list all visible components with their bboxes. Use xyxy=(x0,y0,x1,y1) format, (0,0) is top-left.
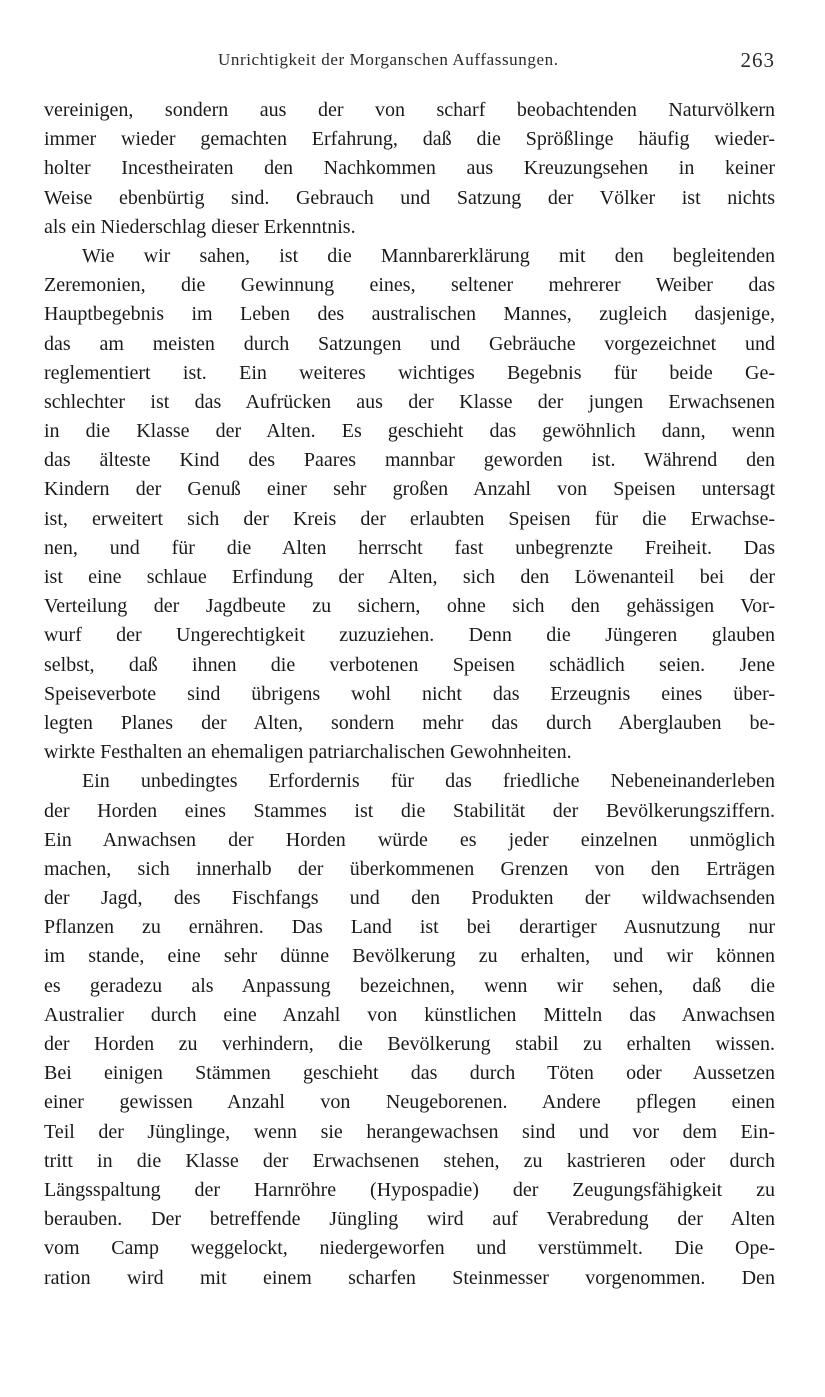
text-line: holter Incestheiraten den Nachkommen aus Kreuzungsehen in keiner xyxy=(44,157,775,180)
text-line: einer gewissen Anzahl von Neugeborenen. Andere pflegen einen xyxy=(44,1091,775,1114)
book-page xyxy=(44,48,775,1293)
running-title: Unrichtigkeit der Morganschen Auffassungen. xyxy=(218,50,559,69)
text-line: Bei einigen Stämmen geschieht das durch Töten oder Aussetzen xyxy=(44,1062,775,1085)
body-text xyxy=(44,96,775,1293)
text-line: ist, erweitert sich der Kreis der erlaubten Speisen für die Erwachse- xyxy=(44,507,775,530)
text-line: wurf der Ungerechtigkeit zuzuziehen. Denn die Jüngeren glauben xyxy=(44,624,775,647)
text-line: Teil der Jünglinge, wenn sie herangewachsen sind und vor dem Ein- xyxy=(44,1120,775,1143)
text-line: Pflanzen zu ernähren. Das Land ist bei derartiger Ausnutzung nur xyxy=(44,916,775,939)
text-line: das älteste Kind des Paares mannbar geworden ist. Während den xyxy=(44,449,775,472)
text-line: das am meisten durch Satzungen und Gebräuche vorgezeichnet und xyxy=(44,332,775,355)
text-line: als ein Niederschlag dieser Erkenntnis. xyxy=(44,215,356,238)
text-line: selbst, daß ihnen die verbotenen Speisen schädlich seien. Jene xyxy=(44,653,775,676)
text-line: ist eine schlaue Erfindung der Alten, sich den Löwenanteil bei der xyxy=(44,566,775,588)
text-line: Kindern der Genuß einer sehr großen Anzahl von Speisen untersagt xyxy=(44,478,775,501)
text-line: es geradezu als Anpassung bezeichnen, wenn wir sehen, daß die xyxy=(44,974,775,997)
text-line: Zeremonien, die Gewinnung eines, seltener mehrerer Weiber das xyxy=(44,274,775,297)
text-line: der Horden zu verhindern, die Bevölkerung stabil zu erhalten wissen. xyxy=(44,1033,775,1055)
text-line: berauben. Der betreffende Jüngling wird auf Verabredung der Alten xyxy=(44,1208,775,1231)
paragraph xyxy=(44,96,775,242)
text-line: Weise ebenbürtig sind. Gebrauch und Satzung der Völker ist nichts xyxy=(44,186,775,209)
text-line: reglementiert ist. Ein weiteres wichtiges Begebnis für beide Ge- xyxy=(44,361,775,384)
text-line: nen, und für die Alten herrscht fast unbegrenzte Freiheit. Das xyxy=(44,536,775,559)
text-line: Wie wir sahen, ist die Mannbarerklärung mit den begleitenden xyxy=(82,244,775,267)
paragraph xyxy=(44,242,775,767)
text-line: Australier durch eine Anzahl von künstlichen Mitteln das Anwachsen xyxy=(44,1003,775,1026)
text-line: wirkte Festhalten an ehemaligen patriarchalischen Gewohnheiten. xyxy=(44,741,572,764)
text-line: tritt in die Klasse der Erwachsenen stehen, zu kastrieren oder durch xyxy=(44,1149,775,1172)
text-line: schlechter ist das Aufrücken aus der Klasse der jungen Erwachsenen xyxy=(44,390,775,413)
text-line: Längsspaltung der Harnröhre (Hypospadie) der Zeugungsfähigkeit zu xyxy=(44,1178,775,1201)
text-line: vom Camp weggelockt, niedergeworfen und verstümmelt. Die Ope- xyxy=(44,1237,775,1260)
text-line: ration wird mit einem scharfen Steinmesser vorgenommen. Den xyxy=(44,1266,775,1289)
text-line: immer wieder gemachten Erfahrung, daß die Sprößlinge häufig wieder- xyxy=(44,128,775,151)
text-line: der Jagd, des Fischfangs und den Produkten der wildwachsenden xyxy=(44,887,775,910)
text-line: im stande, eine sehr dünne Bevölkerung zu erhalten, und wir können xyxy=(44,945,775,968)
running-header xyxy=(44,48,775,76)
text-line: vereinigen, sondern aus der von scharf beobachtenden Naturvölkern xyxy=(44,99,775,121)
text-line: in die Klasse der Alten. Es geschieht das gewöhnlich dann, wenn xyxy=(44,420,775,443)
text-line: der Horden eines Stammes ist die Stabilität der Bevölkerungsziffern. xyxy=(44,799,775,822)
text-line: Speiseverbote sind übrigens wohl nicht das Erzeugnis eines über- xyxy=(44,682,775,705)
text-line: Hauptbegebnis im Leben des australischen Mannes, zugleich dasjenige, xyxy=(44,303,775,326)
text-line: Ein unbedingtes Erfordernis für das friedliche Nebeneinanderleben xyxy=(82,770,775,793)
text-line: Ein Anwachsen der Horden würde es jeder einzelnen unmöglich xyxy=(44,828,775,851)
page-number: 263 xyxy=(740,48,775,72)
text-line: Verteilung der Jagdbeute zu sichern, ohne sich den gehässigen Vor- xyxy=(44,595,775,618)
text-line: machen, sich innerhalb der überkommenen Grenzen von den Erträgen xyxy=(44,857,775,880)
paragraph xyxy=(44,767,775,1292)
text-line: legten Planes der Alten, sondern mehr das durch Aberglauben be- xyxy=(44,711,775,734)
